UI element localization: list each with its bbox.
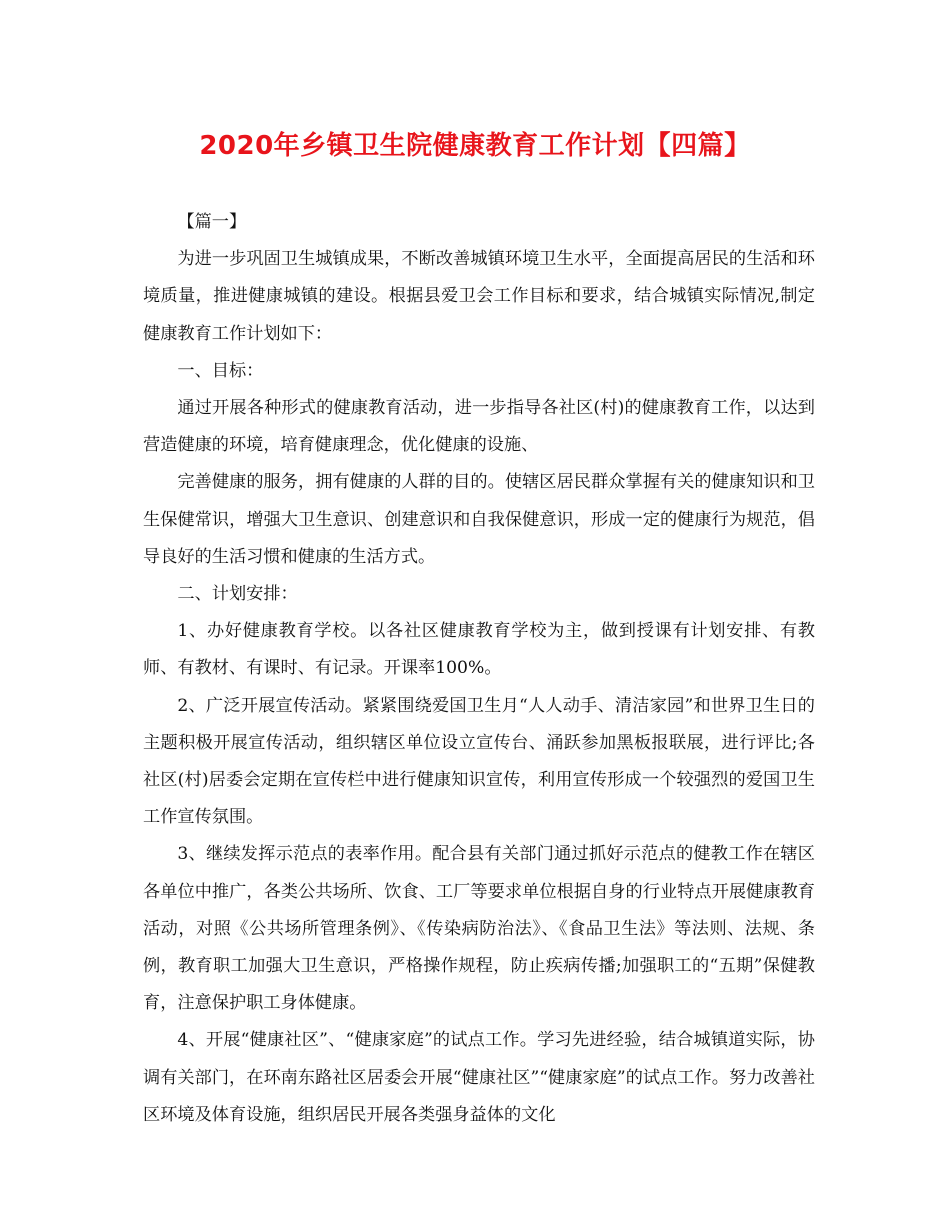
plan-item-2: 2、广泛开展宣传活动。紧紧围绕爱国卫生月“人人动手、清洁家园”和世界卫生日的主题积极开展宣传活动，组织辖区单位设立宣传台、涌跃参加黑板报联展，进行评比;各社区(村)居委会定期在宣传栏中进行健康知识宣传，利用宣传形成一个较强烈的爱国卫生工作宣传氛围。 xyxy=(143,695,815,828)
intro-paragraph: 为进一步巩固卫生城镇成果，不断改善城镇环境卫生水平，全面提高居民的生活和环境质量，推进健康城镇的建设。根据县爱卫会工作目标和要求，结合城镇实际情况,制定健康教育工作计划如下： xyxy=(143,249,815,344)
section-heading-part-one: 【篇一】 xyxy=(177,212,247,232)
document-title: 2020年乡镇卫生院健康教育工作计划【四篇】 xyxy=(199,131,751,161)
goals-paragraph: 通过开展各种形式的健康教育活动，进一步指导各社区(村)的健康教育工作，以达到营造健康的环境，培育健康理念，优化健康的设施、 xyxy=(143,398,815,456)
plan-item-3: 3、继续发挥示范点的表率作用。配合县有关部门通过抓好示范点的健教工作在辖区各单位中推广，各类公共场所、饮食、工厂等要求单位根据自身的行业特点开展健康教育活动，对照《公共场所管理条例》、《传染病防治法》、《食品卫生法》等法则、法规、条例，教育职工加强大卫生意识，严格操作规程，防止疾病传播;加强职工的“五期”保健教育，注意保护职工身体健康。 xyxy=(143,844,815,1014)
goals-paragraph-continued: 完善健康的服务，拥有健康的人群的目的。使辖区居民群众掌握有关的健康知识和卫生保健常识，增强大卫生意识、创建意识和自我保健意识，形成一定的健康行为规范，倡导良好的生活习惯和健康的生活方式。 xyxy=(143,472,815,567)
document-body xyxy=(143,204,815,1134)
heading-plan: 二、计划安排： xyxy=(177,584,298,605)
plan-item-1: 1、办好健康教育学校。以各社区健康教育学校为主，做到授课有计划安排、有教师、有教材、有课时、有记录。开课率100%。 xyxy=(143,621,815,679)
plan-item-4: 4、开展“健康社区”、“健康家庭”的试点工作。学习先进经验，结合城镇道实际，协调有关部门，在环南东路社区居委会开展“健康社区”“健康家庭”的试点工作。努力改善社区环境及体育设施，组织居民开展各类强身益体的文化 xyxy=(143,1030,815,1125)
heading-goals: 一、目标： xyxy=(177,360,264,381)
